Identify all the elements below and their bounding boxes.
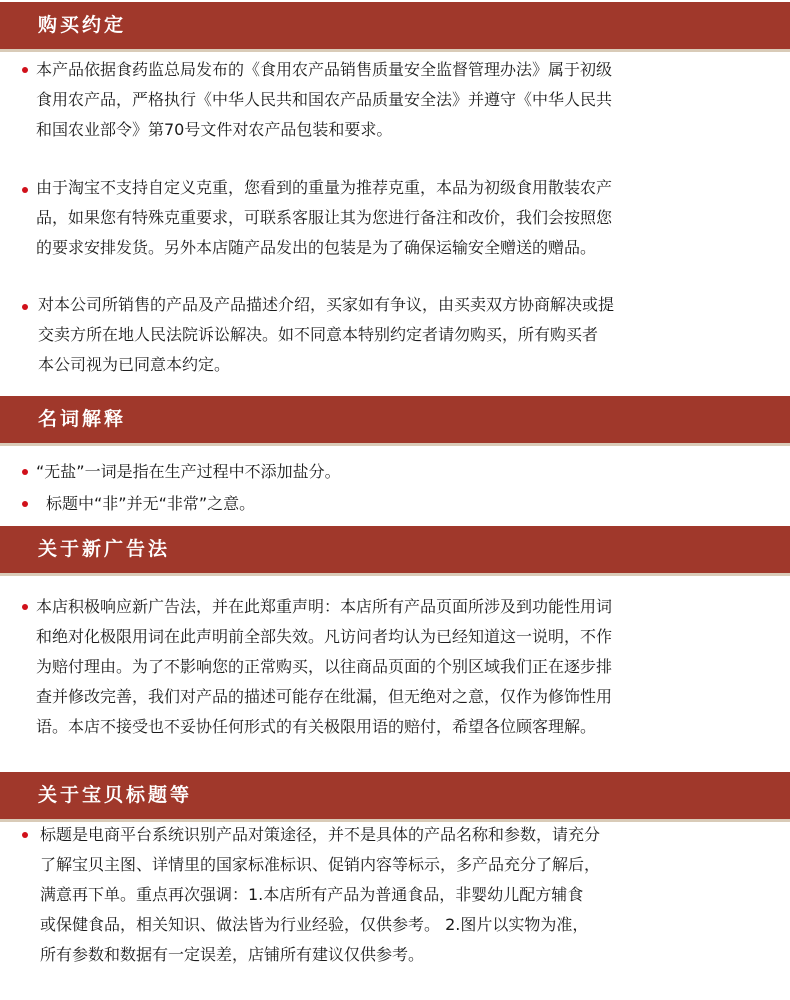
section-title: 名词解释 xyxy=(38,408,127,430)
text-line: 了解宝贝主图、详情里的国家标准标识、促销内容等标示，多产品充分了解后， xyxy=(40,855,601,874)
text-line: 语。本店不接受也不妥协任何形式的有关极限用语的赔付，希望各位顾客理解。 xyxy=(36,717,597,736)
text-line: 和国农业部令》第70号文件对农产品包装和要求。 xyxy=(36,120,393,139)
text-line: 查并修改完善，我们对产品的描述可能存在纰漏，但无绝对之意，仅作为修饰性用 xyxy=(36,687,613,706)
section-header-glossary xyxy=(0,396,790,446)
bullet-dot-icon xyxy=(22,501,28,507)
text-line: 标题中“非”并无“非常”之意。 xyxy=(46,494,256,513)
bullet-dot-icon xyxy=(22,832,28,838)
text-line: 和绝对化极限用词在此声明前全部失效。凡访问者均认为已经知道这一说明，不作 xyxy=(36,627,613,646)
text-line: 满意再下单。重点再次强调：1.本店所有产品为普通食品，非婴幼儿配方辅食 xyxy=(40,885,584,904)
bullet-dot-icon xyxy=(22,469,28,475)
section-title: 关于新广告法 xyxy=(38,538,171,560)
text-line: 由于淘宝不支持自定义克重，您看到的重量为推荐克重，本品为初级食用散装农产 xyxy=(36,178,613,197)
text-line: 品，如果您有特殊克重要求，可联系客服让其为您进行备注和改价，我们会按照您 xyxy=(36,208,613,227)
text-line: 本产品依据食药监总局发布的《食用农产品销售质量安全监督管理办法》属于初级 xyxy=(36,60,613,79)
text-line: 为赔付理由。为了不影响您的正常购买，以往商品页面的个别区域我们正在逐步排 xyxy=(36,657,613,676)
text-line: 所有参数和数据有一定误差，店铺所有建议仅供参考。 xyxy=(40,945,425,964)
text-line: 食用农产品，严格执行《中华人民共和国农产品质量安全法》并遵守《中华人民共 xyxy=(36,90,613,109)
section-title: 关于宝贝标题等 xyxy=(38,784,193,806)
bullet-dot-icon xyxy=(22,67,28,73)
text-line: 标题是电商平台系统识别产品对策途径，并不是具体的产品名称和参数，请充分 xyxy=(40,825,601,844)
section-header-product-title xyxy=(0,772,790,822)
section-header-advertising-law xyxy=(0,526,790,576)
text-line: 本店积极响应新广告法，并在此郑重声明：本店所有产品页面所涉及到功能性用词 xyxy=(36,597,613,616)
text-line: 交卖方所在地人民法院诉讼解决。如不同意本特别约定者请勿购买，所有购买者 xyxy=(38,325,599,344)
bullet-dot-icon xyxy=(22,604,28,610)
text-line: “无盐”一词是指在生产过程中不添加盐分。 xyxy=(36,462,341,481)
text-line: 的要求安排发货。另外本店随产品发出的包装是为了确保运输安全赠送的赠品。 xyxy=(36,238,597,257)
text-line: 本公司视为已同意本约定。 xyxy=(38,355,231,374)
bullet-dot-icon xyxy=(22,187,28,193)
bullet-dot-icon xyxy=(22,304,28,310)
text-line: 对本公司所销售的产品及产品描述介绍，买家如有争议，由买卖双方协商解决或提 xyxy=(38,295,615,314)
section-title: 购买约定 xyxy=(38,14,127,36)
text-line: 或保健食品，相关知识、做法皆为行业经验，仅供参考。 2.图片以实物为准， xyxy=(40,915,589,934)
section-header-purchase-terms xyxy=(0,2,790,52)
